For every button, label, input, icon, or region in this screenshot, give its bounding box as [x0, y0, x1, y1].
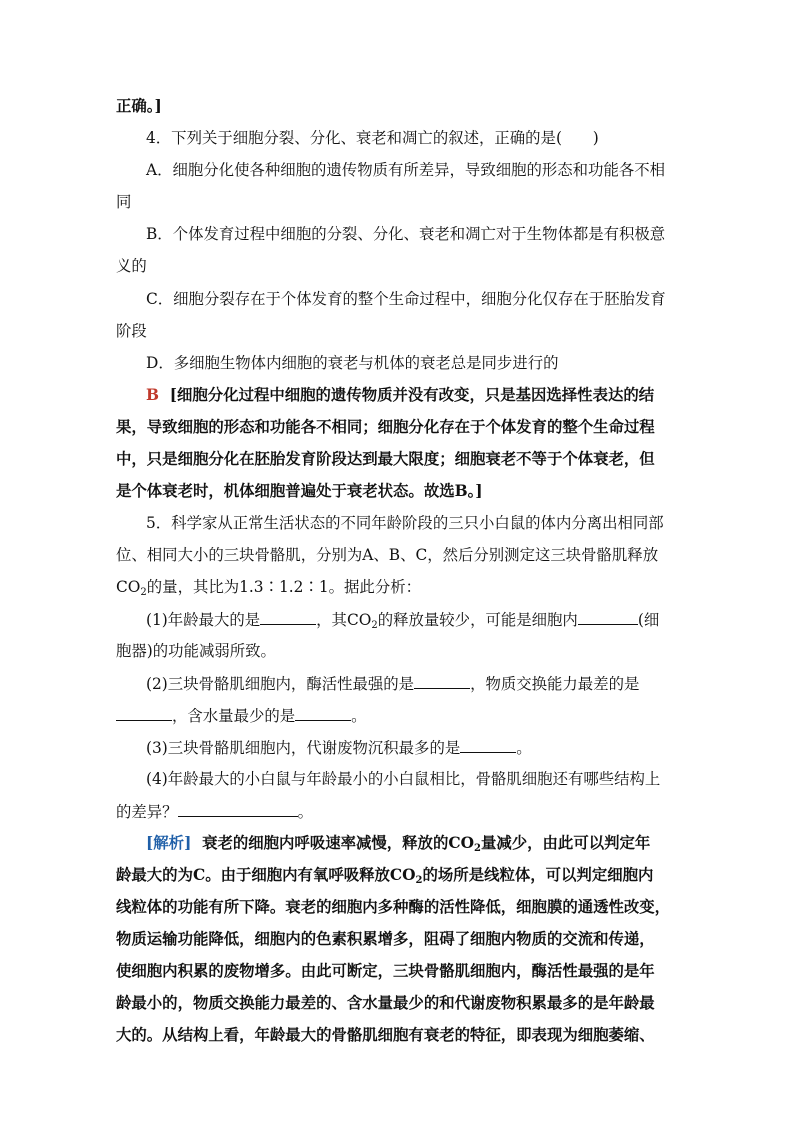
q4-option-c: C．细胞分裂存在于个体发育的整个生命过程中，细胞分化仅存在于胚胎发育: [146, 290, 666, 308]
q4-option-c-cont: 阶段: [116, 322, 147, 340]
answer-blank[interactable]: [578, 609, 638, 625]
q5-analysis-4: 物质运输功能降低，细胞内的色素积累增多，阻碍了细胞内物质的交流和传递，: [116, 930, 655, 948]
answer-blank[interactable]: [260, 609, 316, 625]
answer-blank[interactable]: [414, 673, 470, 689]
q5-analysis-2: 龄最大的为C。由于细胞内有氧呼吸释放$CO_2$的场所是线粒体，可以判定细胞内: [116, 866, 654, 886]
answer-letter: B: [146, 386, 160, 404]
q5-stem-3: $CO_2$的量，其比为1.3∶1.2∶1。据此分析：: [116, 578, 421, 598]
q5-part-2: (2)三块骨骼肌细胞内，酶活性最强的是 ，物质交换能力最差的是: [146, 675, 640, 693]
q5-analysis-1: [解析] 衰老的细胞内呼吸速率减慢，释放的$CO_2$量减少，由此可以判定年: [146, 834, 651, 854]
q4-option-a-cont: 同: [116, 193, 132, 211]
q5-part-1-cont: 胞器)的功能减弱所致。: [116, 642, 276, 660]
q5-stem-2: 位、相同大小的三块骨骼肌，分别为A、B、C，然后分别测定这三块骨骼肌释放: [116, 546, 659, 564]
q4-option-b-cont: 义的: [116, 257, 147, 275]
q4-stem: 4．下列关于细胞分裂、分化、衰老和凋亡的叙述，正确的是( ): [146, 129, 599, 147]
answer-blank[interactable]: [178, 801, 298, 817]
q4-explanation-2: 果，导致细胞的形态和功能各不相同；细胞分化存在于个体发育的整个生命过程: [116, 418, 655, 436]
q5-part-4-cont: 的差异？ 。: [116, 803, 313, 821]
prev-answer-end: 正确。]: [116, 97, 162, 115]
q5-stem-1: 5．科学家从正常生活状态的不同年龄阶段的三只小白鼠的体内分离出相同部: [146, 514, 664, 532]
q4-explanation-1: [细胞分化过程中细胞的遗传物质并没有改变，只是基因选择性表达的结: [169, 386, 655, 404]
q4-answer: [146, 385, 654, 405]
q5-part-3: (3)三块骨骼肌细胞内，代谢废物沉积最多的是 。: [146, 739, 532, 757]
answer-blank[interactable]: [295, 705, 351, 721]
q5-analysis-6: 龄最小的，物质交换能力最差的、含水量最少的和代谢废物积累最多的是年龄最: [116, 994, 655, 1012]
analysis-tag: [解析]: [146, 834, 192, 852]
q5-analysis-5: 使细胞内积累的废物增多。由此可断定，三块骨骼肌细胞内，酶活性最强的是年: [116, 962, 655, 980]
q5-analysis-3: 线粒体的功能有所下降。衰老的细胞内多种酶的活性降低，细胞膜的通透性改变，: [116, 898, 671, 916]
q4-option-d: D．多细胞生物体内细胞的衰老与机体的衰老总是同步进行的: [146, 354, 559, 372]
answer-blank[interactable]: [460, 737, 516, 753]
q4-option-a: A．细胞分化使各种细胞的遗传物质有所差异，导致细胞的形态和功能各不相: [146, 161, 666, 179]
q4-explanation-4: 是个体衰老时，机体细胞普遍处于衰老状态。故选B。]: [116, 482, 483, 500]
q5-part-2-cont: ，含水量最少的是 。: [116, 705, 367, 726]
q4-option-b: B．个体发育过程中细胞的分裂、分化、衰老和凋亡对于生物体都是有积极意: [146, 225, 666, 243]
q5-analysis-7: 大的。从结构上看，年龄最大的骨骼肌细胞有衰老的特征，即表现为细胞萎缩、: [116, 1026, 655, 1044]
q5-part-4: (4)年龄最大的小白鼠与年龄最小的小白鼠相比，骨骼肌细胞还有哪些结构上: [146, 770, 661, 788]
answer-blank[interactable]: [116, 705, 172, 721]
q4-explanation-3: 中，只是细胞分化在胚胎发育阶段达到最大限度；细胞衰老不等于个体衰老，但: [116, 450, 655, 468]
q5-part-1: (1)年龄最大的是 ，其$CO_2$的释放量较少，可能是细胞内 (细: [146, 611, 660, 631]
